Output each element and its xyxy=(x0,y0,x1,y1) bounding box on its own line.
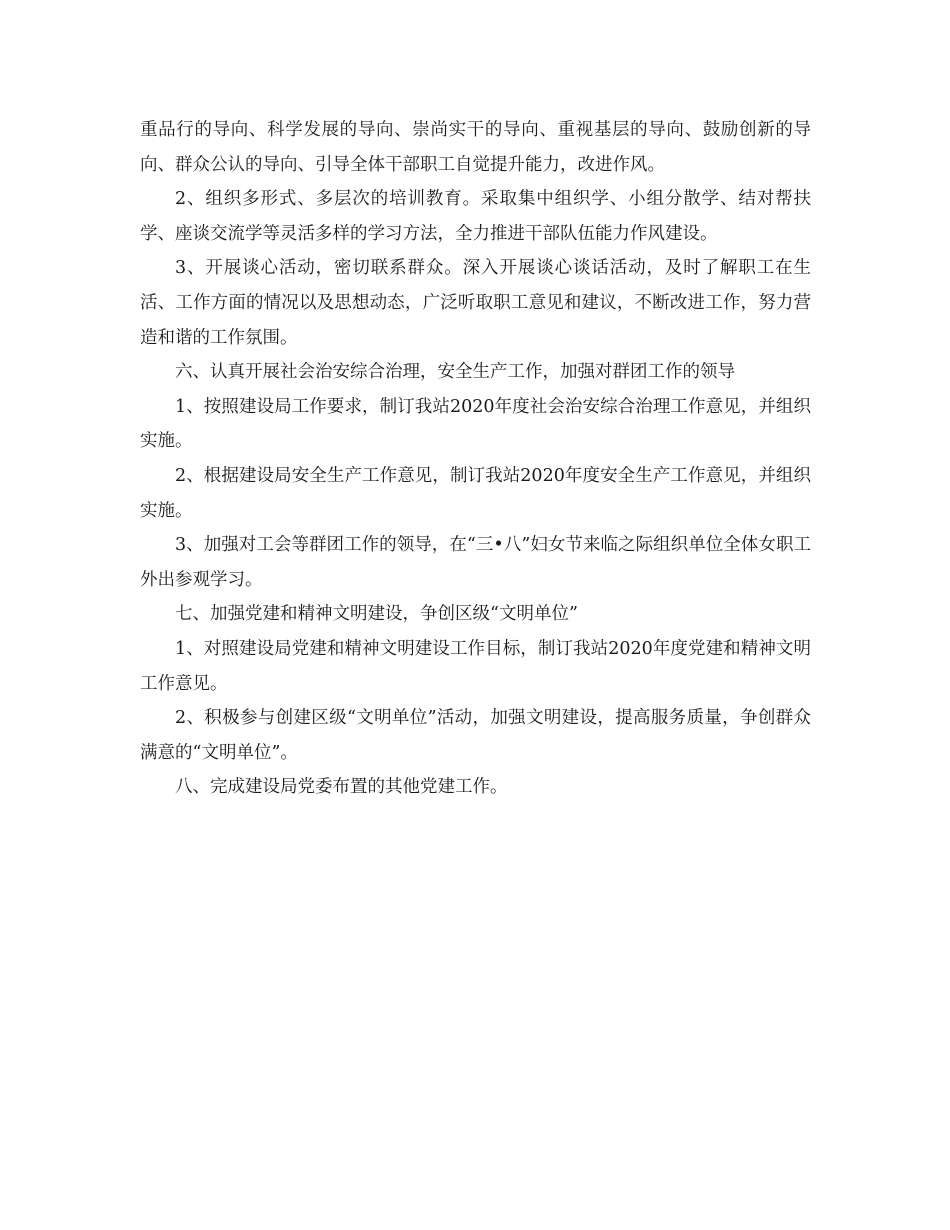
document-body xyxy=(140,113,811,805)
paragraph-continuation: 重品行的导向、科学发展的导向、崇尚实干的导向、重视基层的导向、鼓励创新的导向、群众公认的导向、引导全体干部职工自觉提升能力，改进作风。 xyxy=(140,120,811,175)
paragraph-public-security: 1、按照建设局工作要求，制订我站2020年度社会治安综合治理工作意见，并组织实施。 xyxy=(140,396,811,452)
section-heading-eight: 八、完成建设局党委布置的其他党建工作。 xyxy=(175,777,508,798)
paragraph-civilized-unit: 2、积极参与创建区级“文明单位”活动，加强文明建设，提高服务质量，争创群众满意的“文明单位”。 xyxy=(140,708,811,763)
section-heading-seven: 七、加强党建和精神文明建设，争创区级“文明单位” xyxy=(175,604,578,625)
paragraph-mass-groups: 3、加强对工会等群团工作的领导，在“三•八”妇女节来临之际组织单位全体女职工外出参观学习。 xyxy=(140,535,811,590)
paragraph-safety-production: 2、根据建设局安全生产工作意见，制订我站2020年度安全生产工作意见，并组织实施。 xyxy=(140,465,811,521)
paragraph-party-building: 1、对照建设局党建和精神文明建设工作目标，制订我站2020年度党建和精神文明工作意见。 xyxy=(140,638,811,694)
section-heading-six: 六、认真开展社会治安综合治理，安全生产工作，加强对群团工作的领导 xyxy=(175,362,735,383)
paragraph-training: 2、组织多形式、多层次的培训教育。采取集中组织学、小组分散学、结对帮扶学、座谈交流学等灵活多样的学习方法，全力推进干部队伍能力作风建设。 xyxy=(140,189,811,244)
paragraph-heart-talk: 3、开展谈心活动，密切联系群众。深入开展谈心谈话活动，及时了解职工在生活、工作方面的情况以及思想动态，广泛听取职工意见和建议，不断改进工作，努力营造和谐的工作氛围。 xyxy=(140,258,811,348)
